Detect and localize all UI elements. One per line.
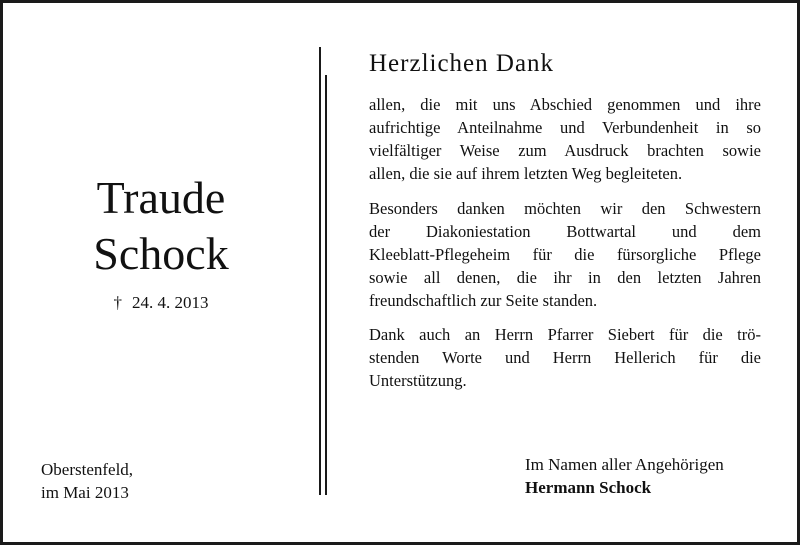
text-line: Besonders danken möchten wir den Schwestern — [369, 199, 761, 218]
text-line: stenden Worte und Herrn Hellerich für die — [369, 348, 761, 367]
signer-name: Hermann Schock — [525, 478, 652, 497]
paragraph-thanks — [369, 93, 761, 185]
text-line: aufrichtige Anteilnahme und Verbundenheit in so — [369, 118, 761, 137]
text-line: Kleeblatt-Pflegeheim für die fürsorgliche Pflege — [369, 245, 761, 264]
paragraph-pastor-thanks — [369, 323, 761, 392]
divider-line — [325, 75, 327, 495]
text-line: allen, die mit uns Abschied genommen und ihre — [369, 95, 761, 114]
place-and-date — [41, 458, 133, 504]
death-date: 24. 4. 2013 — [132, 293, 209, 312]
deceased-panel — [3, 3, 319, 548]
place: Oberstenfeld, — [41, 460, 134, 479]
divider-line — [319, 47, 321, 495]
signature-block — [525, 453, 724, 499]
text-line: freundschaftlich zur Seite standen. — [369, 291, 598, 310]
thanks-heading: Herzlichen Dank — [369, 50, 555, 77]
text-line: Dank auch an Herrn Pfarrer Siebert für die trö- — [369, 325, 761, 344]
paragraph-special-thanks — [369, 197, 761, 312]
text-line: Unterstützung. — [369, 371, 467, 390]
text-line: vielfältiger Weise zum Ausdruck brachten sowie — [369, 141, 761, 160]
signature-intro: Im Namen aller Angehörigen — [525, 455, 724, 474]
deceased-first-name: Traude — [96, 172, 226, 223]
text-line: der Diakoniestation Bottwartal und dem — [369, 222, 761, 241]
text-line: allen, die sie auf ihrem letzten Weg begleiteten. — [369, 164, 683, 183]
date: im Mai 2013 — [41, 483, 129, 502]
deceased-last-name: Schock — [93, 228, 229, 279]
death-date-line — [3, 293, 319, 313]
cross-icon: † — [113, 293, 122, 312]
text-line: sowie all denen, die ihr in den letzten Jahren — [369, 268, 761, 287]
